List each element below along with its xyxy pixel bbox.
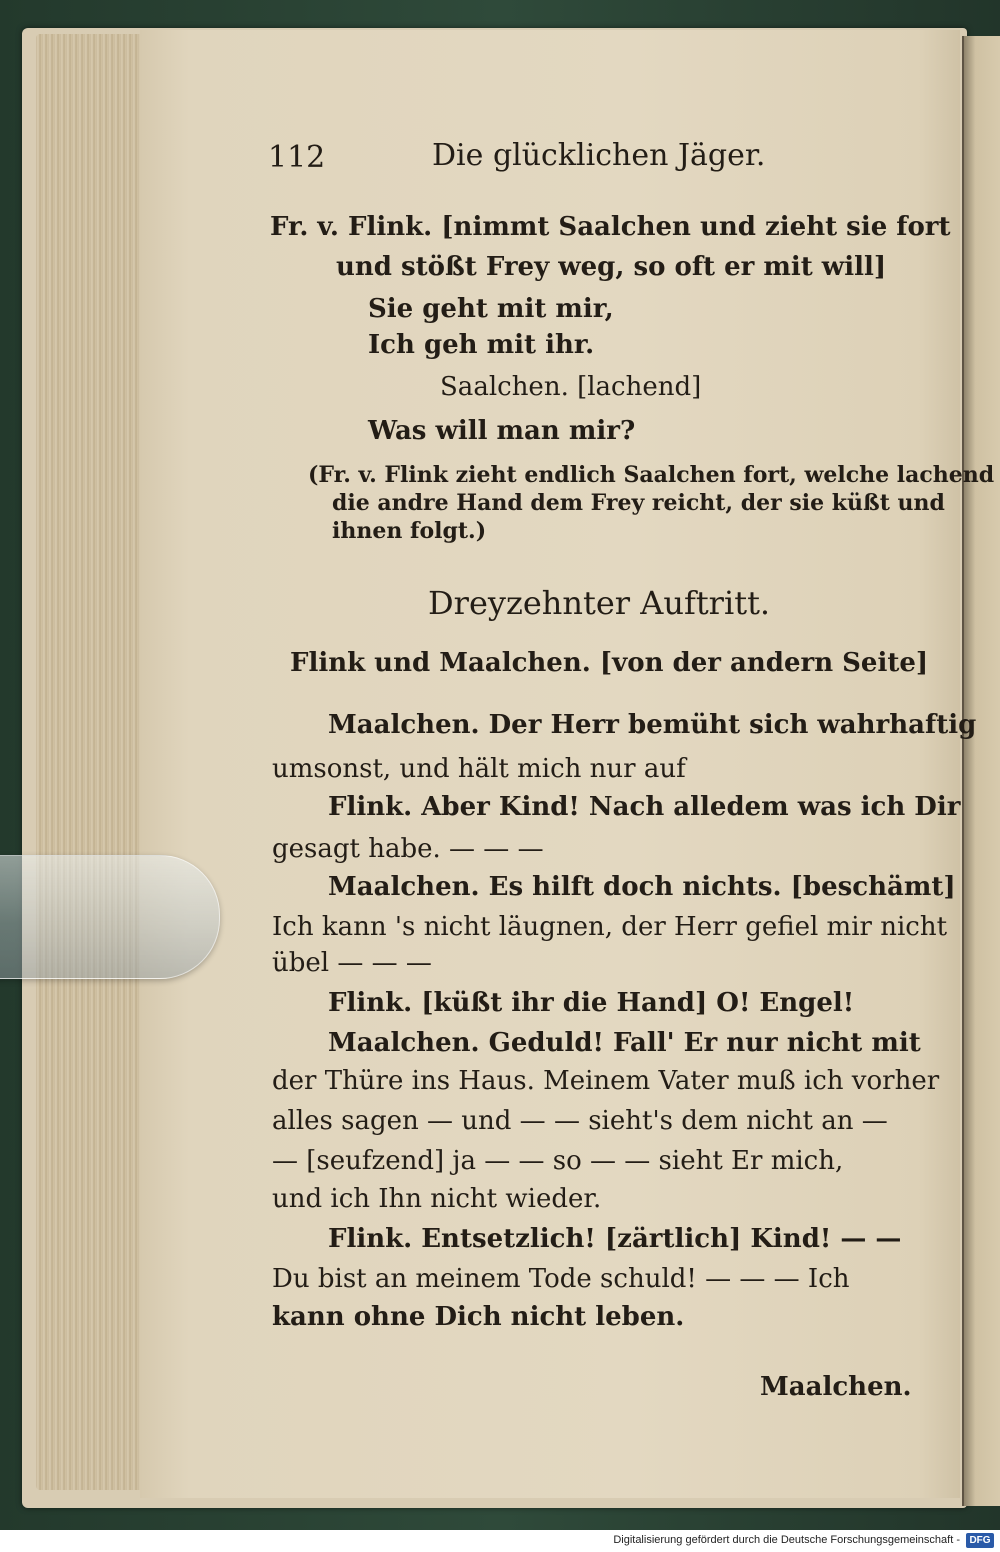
catchword: Maalchen. xyxy=(760,1372,912,1402)
text-line: Du bist an meinem Tode schuld! — — — Ich xyxy=(272,1264,850,1294)
text-line: und stößt Frey weg, so oft er mit will] xyxy=(336,252,887,282)
text-line: Was will man mir? xyxy=(368,416,636,446)
text-line: alles sagen — und — — sieht's dem nicht an — xyxy=(272,1106,888,1136)
facing-page-edge xyxy=(962,36,1000,1506)
stage-direction: die andre Hand dem Frey reicht, der sie küßt und xyxy=(332,490,945,516)
stage-direction: (Fr. v. Flink zieht endlich Saalchen fort, welche lachend xyxy=(308,462,995,488)
footer-credit: Digitalisierung gefördert durch die Deutsche Forschungsgemeinschaft - xyxy=(613,1534,960,1546)
page-number: 112 xyxy=(268,140,326,175)
book-page xyxy=(140,30,995,1498)
page-holder-clip xyxy=(0,855,220,979)
scene-heading: Dreyzehnter Auftritt. xyxy=(428,584,771,622)
text-line: umsonst, und hält mich nur auf xyxy=(272,754,686,784)
text-line: Saalchen. [lachend] xyxy=(440,372,702,402)
text-line: Ich geh mit ihr. xyxy=(368,330,595,360)
text-line: gesagt habe. — — — xyxy=(272,834,544,864)
text-line: Flink. Aber Kind! Nach alledem was ich Dir xyxy=(328,792,961,822)
text-line: Fr. v. Flink. [nimmt Saalchen und zieht sie fort xyxy=(270,212,951,242)
text-line: übel — — — xyxy=(272,948,432,978)
text-line: Ich kann 's nicht läugnen, der Herr gefiel mir nicht xyxy=(272,912,948,942)
text-line: kann ohne Dich nicht leben. xyxy=(272,1302,685,1332)
text-line: der Thüre ins Haus. Meinem Vater muß ich vorher xyxy=(272,1066,940,1096)
text-line: Maalchen. Der Herr bemüht sich wahrhaftig xyxy=(328,710,977,740)
text-line: — [seufzend] ja — — so — — sieht Er mich, xyxy=(272,1146,844,1176)
page-edges xyxy=(36,34,146,1490)
footer-bar xyxy=(0,1530,1000,1552)
text-line: Maalchen. Geduld! Fall' Er nur nicht mit xyxy=(328,1028,921,1058)
stage-direction: ihnen folgt.) xyxy=(332,518,487,544)
running-title: Die glücklichen Jäger. xyxy=(432,138,766,173)
text-line: Sie geht mit mir, xyxy=(368,294,614,324)
text-line: Flink. [küßt ihr die Hand] O! Engel! xyxy=(328,988,855,1018)
text-line: Maalchen. Es hilft doch nichts. [beschämt] xyxy=(328,872,956,902)
text-line: und ich Ihn nicht wieder. xyxy=(272,1184,602,1214)
dfg-logo: DFG xyxy=(966,1533,994,1548)
text-line: Flink. Entsetzlich! [zärtlich] Kind! — — xyxy=(328,1224,902,1254)
scene-characters: Flink und Maalchen. [von der andern Seite] xyxy=(290,648,929,678)
